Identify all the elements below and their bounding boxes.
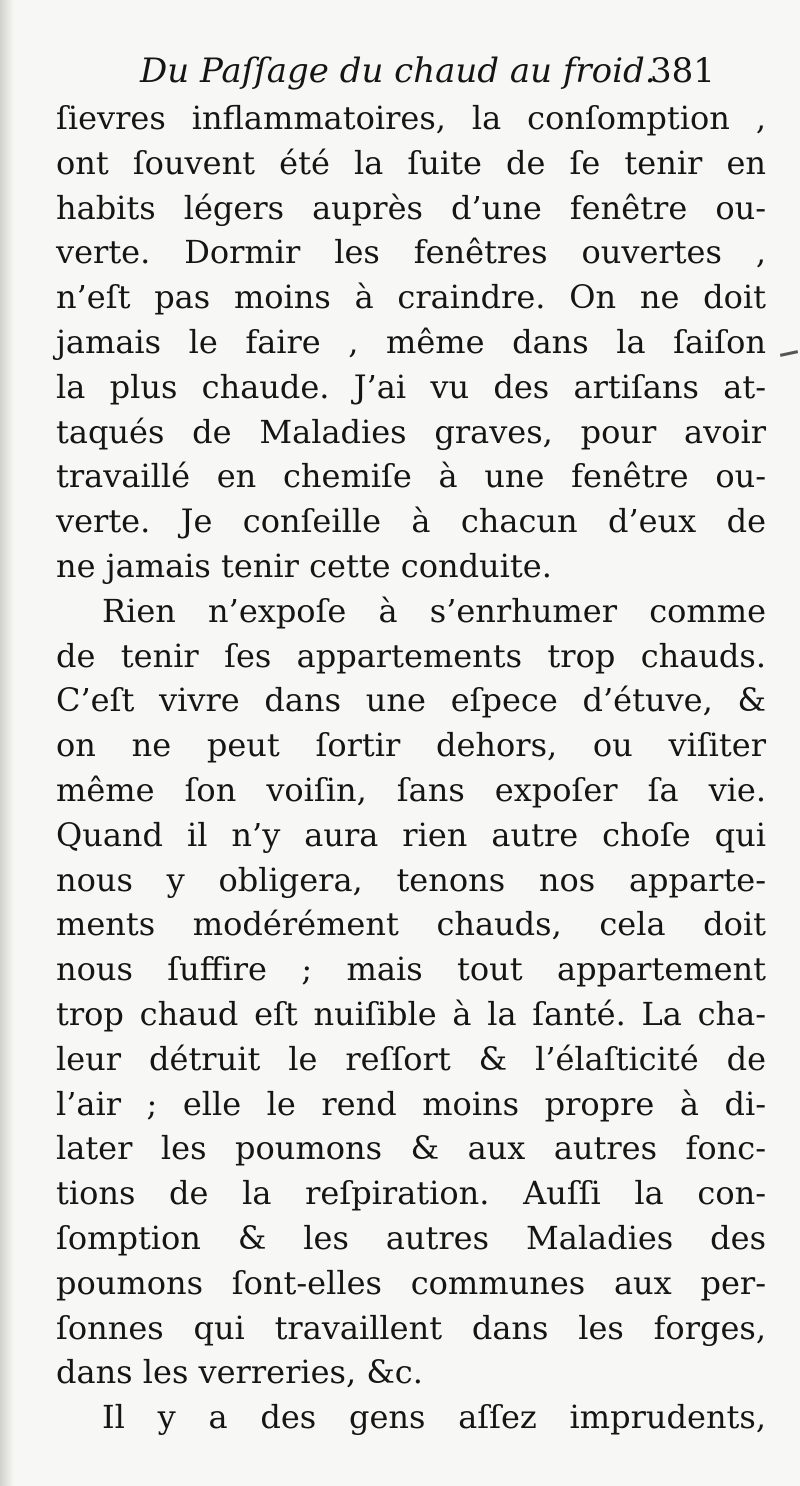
text-line: habits légers auprès d’une fenêtre ou- — [56, 188, 766, 227]
text-line: tions de la reſpiration. Auſſi la con- — [56, 1174, 766, 1213]
text-line: ont ſouvent été la ſuite de ſe tenir en — [56, 143, 766, 182]
text-line: ſievres inflammatoires, la conſomption , — [56, 99, 766, 137]
text-line: travaillé en chemiſe à une fenêtre ou- — [56, 457, 766, 496]
text-line: l’air ; elle le rend moins propre à di- — [56, 1084, 766, 1123]
page-gutter-shadow — [0, 0, 14, 1486]
text-line: ſomption & les autres Maladies des — [56, 1218, 766, 1257]
body-text — [56, 96, 766, 1440]
text-line: la plus chaude. J’ai vu des artiſans at- — [56, 367, 766, 406]
text-line: poumons ſont-elles communes aux per- — [56, 1263, 766, 1302]
text-line: nous y obligera, tenons nos apparte- — [56, 860, 766, 899]
paragraph-start-line: Rien n’expoſe à s’enrhumer comme — [102, 591, 766, 630]
text-line: jamais le faire , même dans la ſaiſon — [56, 322, 766, 361]
text-line: ments modérément chauds, cela doit — [56, 905, 766, 944]
paragraph-start-line: Il y a des gens aſſez imprudents, — [102, 1398, 766, 1437]
text-line: leur détruit le reſſort & l’élaſticité de — [56, 1039, 766, 1078]
text-line: taqués de Maladies graves, pour avoir — [56, 412, 766, 451]
text-line: trop chaud eſt nuiſible à la ſanté. La cha- — [56, 994, 766, 1033]
text-line: verte. Dormir les fenêtres ouvertes , — [56, 233, 766, 272]
paragraph-end-line: ne jamais tenir cette conduite. — [56, 546, 552, 585]
paragraph-end-line: dans les verreries, &c. — [56, 1353, 423, 1392]
text-line: later les poumons & aux autres fonc- — [56, 1129, 766, 1168]
margin-mark — [780, 350, 798, 357]
text-line: C’eſt vivre dans une eſpece d’étuve, & — [56, 681, 766, 720]
text-line: Quand il n’y aura rien autre choſe qui — [56, 815, 766, 854]
text-line: verte. Je conſeille à chacun d’eux de — [56, 502, 766, 541]
running-title: Du Paſſage du chaud au froid. — [140, 51, 656, 91]
text-line: nous ſuffire ; mais tout appartement — [56, 950, 766, 989]
text-line: n’eſt pas moins à craindre. On ne doit — [56, 278, 766, 317]
text-line: de tenir ſes appartements trop chauds. — [56, 636, 766, 675]
text-line: on ne peut ſortir dehors, ou viſiter — [56, 726, 766, 765]
page-number: 381 — [650, 51, 715, 91]
text-line: ſonnes qui travaillent dans les forges, — [56, 1308, 766, 1347]
page-header — [140, 46, 780, 96]
text-line: même ſon voiſin, ſans expoſer ſa vie. — [56, 770, 766, 809]
